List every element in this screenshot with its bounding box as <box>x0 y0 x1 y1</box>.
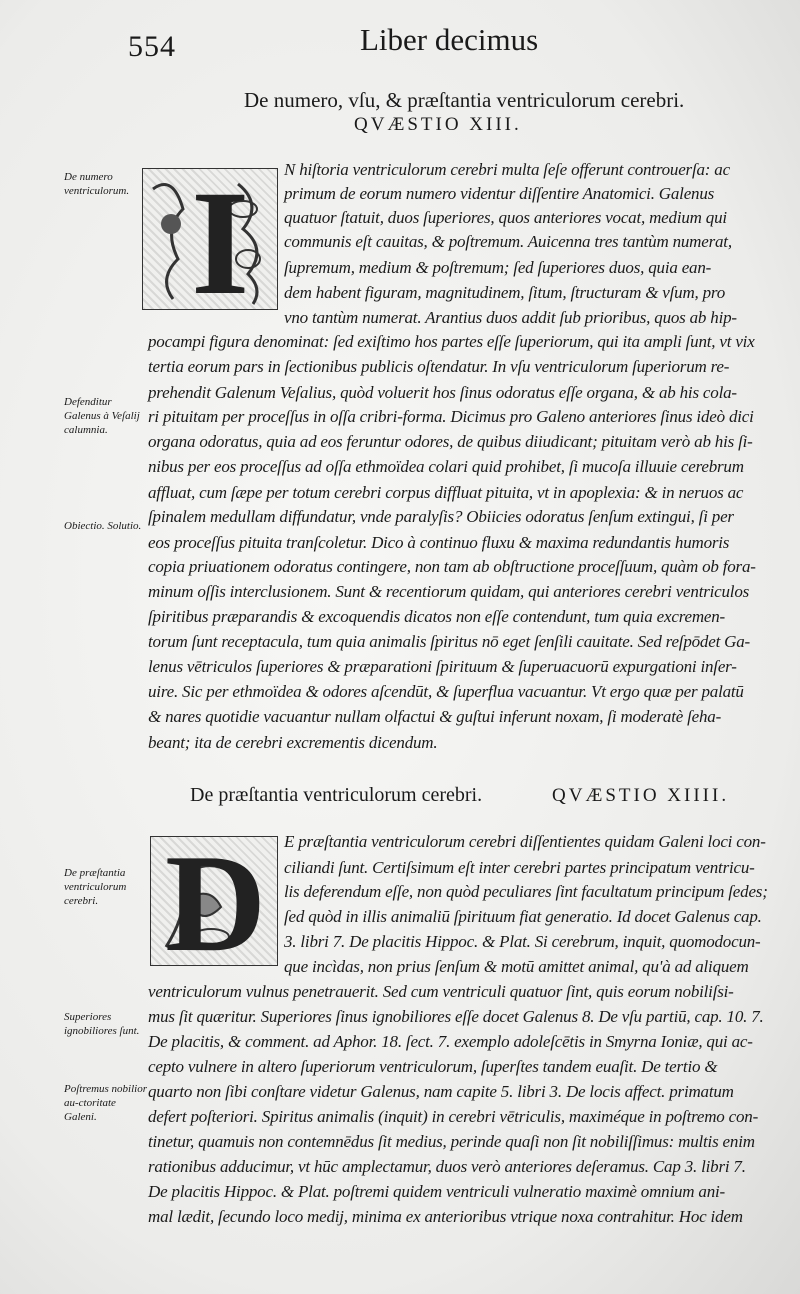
decorated-initial-i <box>142 160 278 326</box>
text-line: eos proceſſus pituita tranſcoletur. Dico à continuo fluxu & maxima redundantis humoris <box>148 533 730 552</box>
text-line: nibus per eos proceſſus ad oſſa ethmoïdea colari quid prohibet, ſi mucoſa illuuie cerebrum <box>148 457 744 476</box>
section-title-1: De numero, vſu, & præſtantia ventriculorum cerebri. <box>244 88 685 112</box>
decorated-initial-d <box>150 826 278 981</box>
text-line: affluat, cum ſæpe per totum cerebri corpus diffluat pituita, vt in apoplexia: & in neruos ac <box>148 483 744 502</box>
text-line: minum oſſis interclusionem. Sunt & recentiorum quidam, qui anteriores cerebri ventriculos <box>148 582 750 601</box>
text-line: communis eſt cauitas, & poſtremum. Auicenna tres tantùm numerat, <box>284 232 732 251</box>
text-line: & nares quotidie vacuantur nullam olfactui & guſtui inferunt noxam, ſi moderatè ſeha- <box>148 707 722 726</box>
margin-note-6: Poſtremus nobilior au-ctoritate Galeni. <box>64 1083 148 1123</box>
text-line: ciliandi ſunt. Certiſsimum eſt inter cerebri partes principatum ventricu- <box>284 858 755 877</box>
text-line: quarto non ſibi conſtare videtur Galenus, nam capite 5. libri 3. De locis affect. primatum <box>148 1082 734 1101</box>
text-line: N hiſtoria ventriculorum cerebri multa ſeſe offerunt controuerſa: ac <box>284 160 730 179</box>
margin-note-4: De præſtantia ventriculorum cerebri. <box>64 867 127 907</box>
text-line: De placitis, & comment. ad Aphor. 18. ſect. 7. exemplo adoleſcētis in Smyrna Ioniæ, qui ac- <box>148 1032 753 1051</box>
text-line: organa odoratus, quia ad eos feruntur odores, de quibus diiudicant; pituitam verò ab his ſi- <box>148 432 753 451</box>
text-line: beant; ita de cerebri excrementis dicendum. <box>148 733 438 752</box>
text-line: ſed quòd in illis animaliū ſpirituum fiat generatio. Id docet Galenus cap. <box>284 907 762 926</box>
text-line: tinetur, quamuis non contemnēdus ſit medius, perinde quaſi non ſit nobiliſſimus: multis enim <box>148 1132 755 1151</box>
section-title-2: De præſtantia ventriculorum cerebri. <box>190 784 483 806</box>
margin-note-2: Defenditur Galenus à Veſalij calumnia. <box>64 396 140 436</box>
text-line: que incìdas, non prius ſenſum & motū amittet animal, qu'à ad aliquem <box>284 957 749 976</box>
question-label-2: QVÆSTIO XIIII. <box>552 785 730 806</box>
text-line: torum ſunt receptacula, tum quia animalis ſpiritus nō eget ſenſili cauitate. Sed reſpōdet Ga- <box>148 632 750 651</box>
text-line: ſupremum, medium & poſtremum; ſed ſuperiores duos, quia ean- <box>284 258 712 277</box>
text-line: De placitis Hippoc. & Plat. poſtremi quidem ventriculi vulneratio maximè omnium ani- <box>148 1182 725 1201</box>
text-line: pocampi figura denominat: ſed exiſtimo hos partes eſſe ſuperiorum, qui ita ampli ſunt, vt vix <box>148 332 755 351</box>
text-line: quatuor ſtatuit, duos ſuperiores, quos anteriores vocat, medium qui <box>284 208 727 227</box>
text-line: copia priuationem odoratus contingere, non tam ab obſtructione proceſſuum, quàm ob fora- <box>148 557 756 576</box>
text-line: rationibus adducimur, vt hūc amplectamur, duos verò anteriores deſeramus. Cap 3. libri 7. <box>148 1157 746 1176</box>
margin-note-5: Superiores ignobiliores ſunt. <box>64 1011 140 1037</box>
question-label-1: QVÆSTIO XIII. <box>354 114 522 135</box>
text-line: 3. libri 7. De placitis Hippoc. & Plat. Si cerebrum, inquit, quomodocun- <box>284 932 761 951</box>
text-line: cepto vulnere in altero ſuperiorum ventriculorum, ſuperſtes tandem euaſit. De tertio & <box>148 1057 718 1076</box>
text-line: mal lædit, ſecundo loco medij, minima ex anterioribus vtrique noxa contrahitur. Hoc idem <box>148 1207 743 1226</box>
text-line: ſpiritibus præparandis & excoquendis dicatos non eſſe contendunt, tum quia excremen- <box>148 607 726 626</box>
text-line: lenus vētriculos ſuperiores & præparationi ſpirituum & ſuperuacuorū expurgationi inſer- <box>148 657 737 676</box>
text-line: ſpinalem medullam diffundatur, vnde paralyſis? Obiicies odoratus ſenſum extingui, ſi per <box>148 507 734 526</box>
text-line: primum de eorum numero videntur diſſentire Anatomici. Galenus <box>284 184 715 203</box>
text-line: lis deferendum eſſe, non quòd peculiares ſint facultatum principum ſedes; <box>284 882 768 901</box>
text-line: E præſtantia ventriculorum cerebri diſſentientes quidam Galeni loci con- <box>284 832 766 851</box>
page-number: 554 <box>128 30 176 63</box>
text-line: uire. Sic per ethmoïdea & odores aſcendūt, & ſuperflua vacuantur. Vt ergo quæ per palatū <box>148 682 744 701</box>
text-line: ventriculorum vulnus penetrauerit. Sed cum ventriculi quatuor ſint, quis eorum nobiliſsi- <box>148 982 734 1001</box>
initial-letter-d: D <box>165 826 267 981</box>
text-line: vno tantùm numerat. Arantius duos addit ſub prioribus, quos ab hip- <box>284 308 737 327</box>
margin-note-3: Obiectio. Solutio. <box>64 520 142 532</box>
initial-letter-i: I <box>191 160 250 326</box>
text-line: defert poſteriori. Spiritus animalis (inquit) in cerebri vētriculis, maximéque in poſtremo con- <box>148 1107 759 1126</box>
text-line: ri pituitam per proceſſus in oſſa cribri-forma. Dicimus pro Galeno anteriores ſinus ideò dici <box>148 407 754 426</box>
text-line: mus ſit quæritur. Superiores ſinus ignobiliores eſſe docet Galenus 8. De vſu partiū, cap. 10. 7. <box>148 1007 764 1026</box>
text-line: dem habent figuram, magnitudinem, ſitum, ſtructuram & vſum, pro <box>284 283 726 302</box>
text-line: tertia eorum pars in ſectionibus publicis oſtendatur. In vſu ventriculorum ſuperiorum re- <box>148 357 730 376</box>
running-head: Liber decimus <box>360 22 539 57</box>
margin-note-1: De numero ventriculorum. <box>64 171 130 197</box>
text-line: prehendit Galenum Veſalius, quòd voluerit hos ſinus odoratus eſſe organa, & ab his cola- <box>148 383 737 402</box>
